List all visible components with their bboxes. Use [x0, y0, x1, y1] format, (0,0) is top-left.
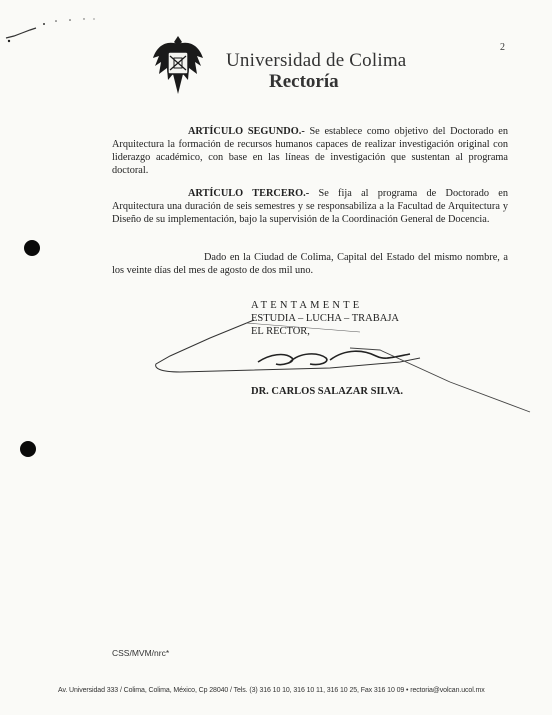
university-crest-icon [151, 34, 205, 96]
page-number: 2 [500, 42, 505, 53]
article-third [112, 188, 508, 227]
given-at-statement: Dado en la Ciudad de Colima, Capital del Estado del mismo nombre, a los veinte días del mes de agosto de dos mil uno. [112, 252, 508, 276]
article-second-text: Se establece como objetivo del Doctorado en Arquitectura la formación de recursos humanos capaces de realizar investigación original con liderazgo académico, con base en las líneas de investigación que sustentan al programa doctoral. [112, 126, 508, 176]
binder-hole [24, 240, 40, 256]
footer-contact: Av. Universidad 333 / Colima, Colima, México, Cp 28040 / Tels. (3) 316 10 10, 316 10 11, 316 10 25, Fax 316 10 09 • rectoria@volcan.ucol.mx [58, 687, 485, 694]
reference-initials: CSS/MVM/nrc* [112, 648, 170, 658]
article-third-heading: ARTÍCULO TERCERO.- [188, 188, 310, 199]
signer-name: DR. CARLOS SALAZAR SILVA. [251, 386, 404, 397]
binder-hole [20, 441, 36, 457]
article-second-heading: ARTÍCULO SEGUNDO.- [188, 126, 305, 137]
salutation: ATENTAMENTE [251, 300, 363, 311]
university-name: Universidad de Colima [226, 50, 407, 71]
handwritten-signature [150, 318, 540, 418]
article-third-text: Se fija al programa de Doctorado en Arquitectura una duración de seis semestres y se responsabiliza a la Facultad de Arquitectura y Diseño de su implementación, bajo la supervisión de la Coordinación General de Docencia. [112, 188, 509, 225]
office-name: Rectoría [269, 71, 339, 92]
scan-noise-marks [4, 14, 99, 44]
motto: ESTUDIA – LUCHA – TRABAJA [251, 313, 399, 324]
article-second [112, 126, 508, 178]
signer-title: EL RECTOR, [251, 326, 310, 337]
